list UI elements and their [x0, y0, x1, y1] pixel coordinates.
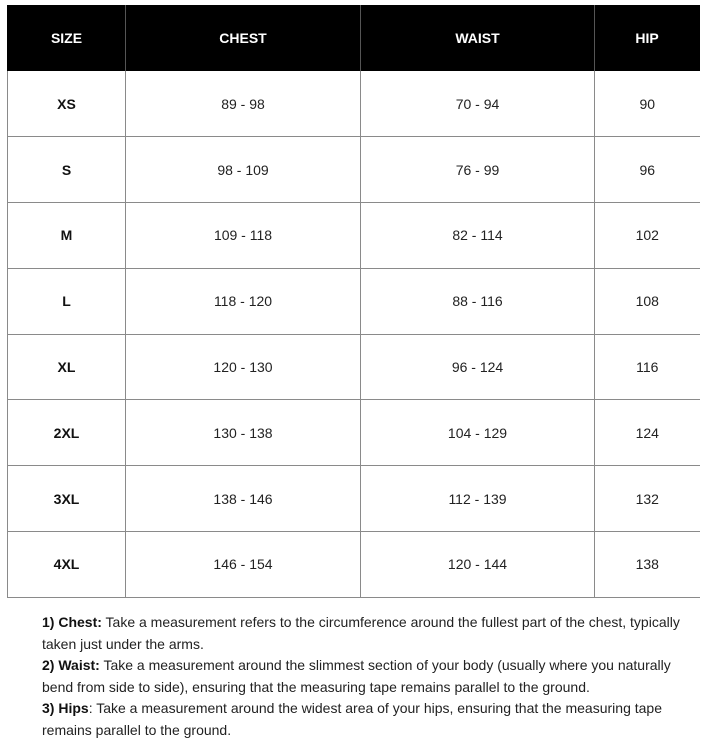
chest-cell: 118 - 120 — [126, 268, 361, 334]
chest-cell: 109 - 118 — [126, 203, 361, 269]
waist-cell: 70 - 94 — [361, 71, 595, 137]
waist-cell: 82 - 114 — [361, 203, 595, 269]
header-row — [8, 5, 700, 71]
table-row — [8, 203, 700, 269]
header-size: SIZE — [8, 5, 126, 71]
size-chart-table — [7, 5, 700, 598]
note-hips — [42, 698, 697, 741]
table-header — [8, 5, 700, 71]
note-label: 3) Hips — [42, 700, 89, 717]
hip-cell: 102 — [595, 203, 700, 269]
chest-cell: 130 - 138 — [126, 400, 361, 466]
table-body — [8, 71, 700, 597]
table-row — [8, 137, 700, 203]
waist-cell: 96 - 124 — [361, 334, 595, 400]
table-row — [8, 532, 700, 598]
chest-cell: 146 - 154 — [126, 532, 361, 598]
hip-cell: 132 — [595, 466, 700, 532]
size-cell: M — [8, 203, 126, 269]
size-cell: XL — [8, 334, 126, 400]
chest-cell: 120 - 130 — [126, 334, 361, 400]
note-label: 1) Chest: — [42, 614, 102, 630]
chest-cell: 89 - 98 — [126, 71, 361, 137]
header-chest: CHEST — [126, 5, 361, 71]
measurement-notes — [42, 612, 697, 742]
table-row — [8, 71, 700, 137]
hip-cell: 96 — [595, 137, 700, 203]
waist-cell: 112 - 139 — [361, 466, 595, 532]
hip-cell: 124 — [595, 400, 700, 466]
note-chest — [42, 612, 697, 655]
header-hip: HIP — [595, 5, 700, 71]
table-row — [8, 400, 700, 466]
note-text: Take a measurement refers to the circumference around the fullest part of the chest, typically taken just under the arms. — [42, 614, 680, 652]
size-cell: XS — [8, 71, 126, 137]
hip-cell: 108 — [595, 268, 700, 334]
header-waist: WAIST — [361, 5, 595, 71]
chest-cell: 98 - 109 — [126, 137, 361, 203]
size-cell: S — [8, 137, 126, 203]
table-row — [8, 466, 700, 532]
size-cell: 4XL — [8, 532, 126, 598]
note-text: : Take a measurement around the widest area of your hips, ensuring that the measuring tape remains parallel to the ground. — [42, 700, 662, 738]
note-waist — [42, 655, 697, 698]
chest-cell: 138 - 146 — [126, 466, 361, 532]
size-cell: 2XL — [8, 400, 126, 466]
waist-cell: 120 - 144 — [361, 532, 595, 598]
waist-cell: 76 - 99 — [361, 137, 595, 203]
table-row — [8, 268, 700, 334]
table-row — [8, 334, 700, 400]
hip-cell: 90 — [595, 71, 700, 137]
size-cell: L — [8, 268, 126, 334]
hip-cell: 138 — [595, 532, 700, 598]
size-cell: 3XL — [8, 466, 126, 532]
waist-cell: 88 - 116 — [361, 268, 595, 334]
waist-cell: 104 - 129 — [361, 400, 595, 466]
note-label: 2) Waist: — [42, 657, 100, 674]
hip-cell: 116 — [595, 334, 700, 400]
note-text: Take a measurement around the slimmest section of your body (usually where you naturally bend from side to side), ensuring that the measuring tape remains parallel to the ground. — [42, 657, 671, 695]
